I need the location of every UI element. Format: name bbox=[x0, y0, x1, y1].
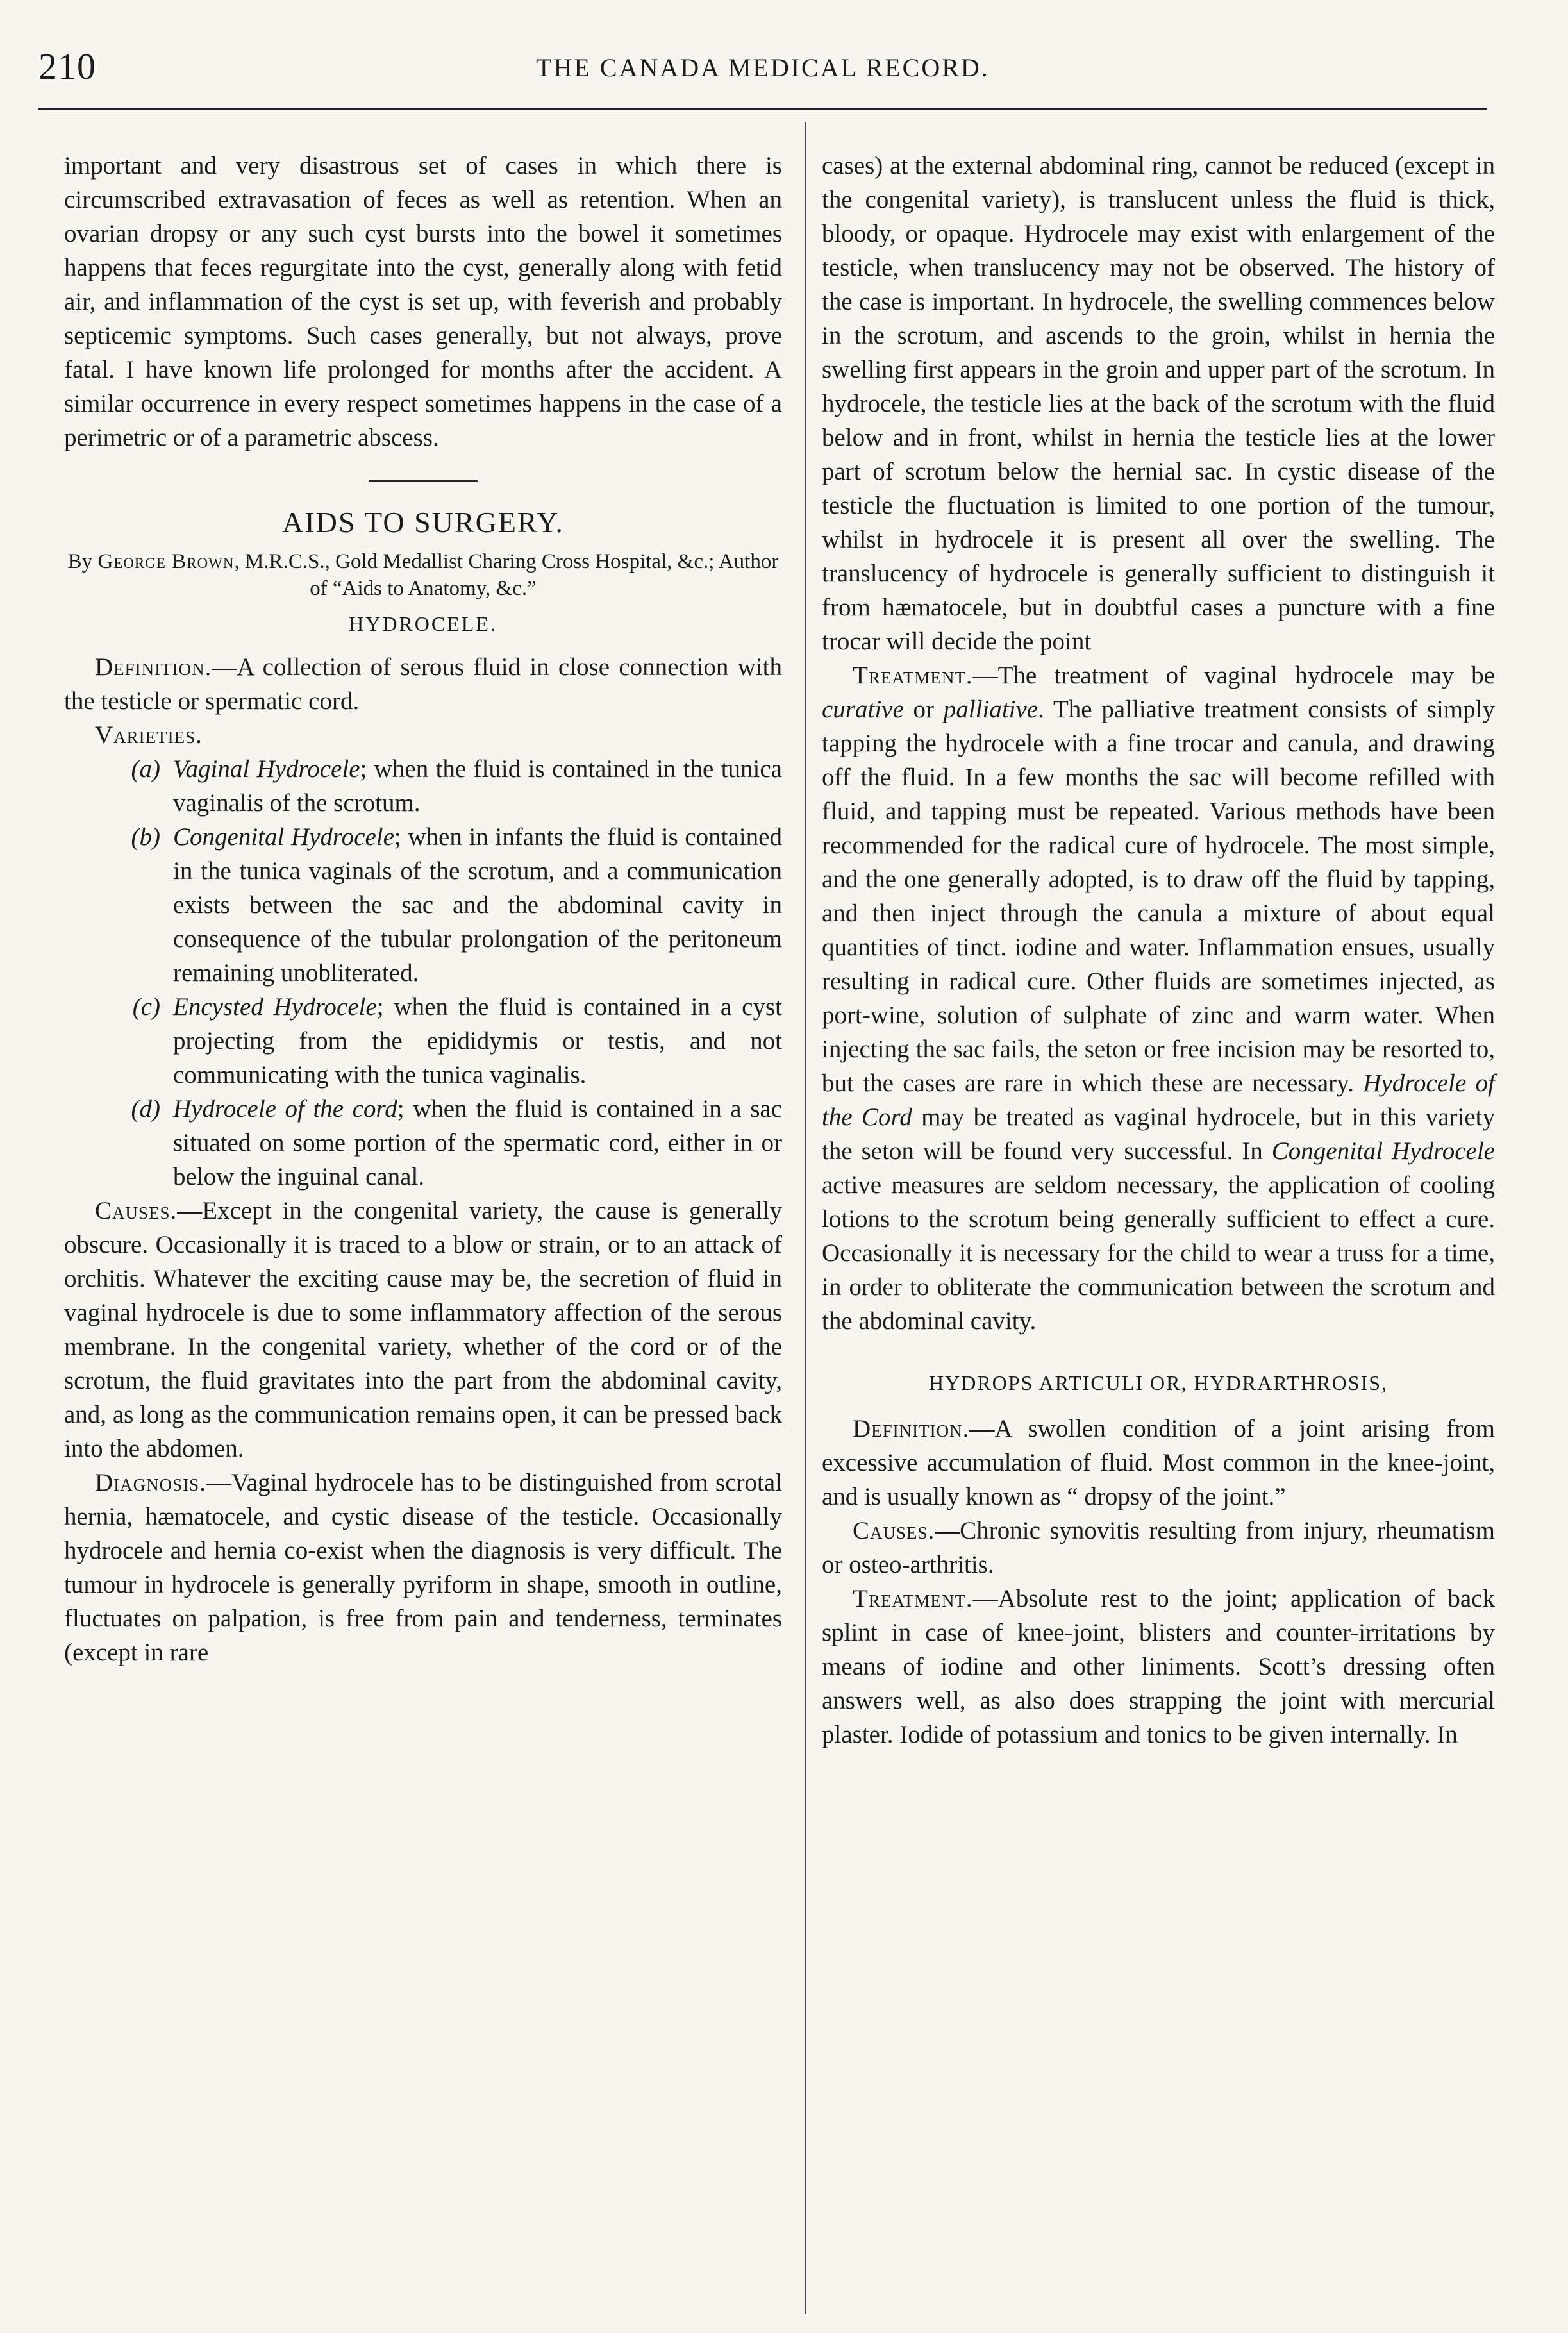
hydrocele-of-cord-term: Hydrocele of the Cord bbox=[822, 1069, 1495, 1131]
definition-paragraph bbox=[64, 650, 782, 718]
diagnosis-label: Diagnosis. bbox=[95, 1469, 206, 1496]
variety-item bbox=[64, 820, 782, 990]
continuation-paragraph: important and very disastrous set of cases in which there is circumscribed extravasation of feces as well as retention. When an ovarian dropsy or any such cyst bursts into the bowel it sometimes happens that feces regurgitate into the cyst, generally along with fetid air, and inflammation of the cyst is set up, with feverish and probably septicemic symptoms. Such cases generally, but not always, prove fatal. I have known life prolonged for months after the accident. A similar occurrence in every respect sometimes happens in the case of a perimetric or of a parametric abscess. bbox=[64, 152, 782, 451]
treatment-text: active measures are seldom necessary, the application of cooling lotions to the scrotum being generally sufficient to effect a cure. Occasionally it is necessary for the child to wear a truss for a time, in order to obliterate the communication between the scrotum and the abdominal cavity. bbox=[822, 1171, 1495, 1335]
right-column bbox=[822, 149, 1495, 1752]
treatment-paragraph bbox=[822, 658, 1495, 1338]
treatment-text: . The palliative treatment consists of simply tapping the hydrocele with a fine trocar and canula, and drawing off the fluid. In a few months the sac will become refilled with fluid, and tapping must be repeated. Various methods have been recommended for the radical cure of hydrocele. The most simple, and the one generally adopted, is to draw off the fluid by tapping, and then inject through the canula a mixture of about equal quantities of tinct. iodine and water. Inflammation ensues, usually resulting in radical cure. Other fluids are sometimes injected, as port-wine, solution of sulphate of zinc and warm water. When injecting the sac fails, the seton or free incision may be resorted to, but the cases are rare in which these are necessary. bbox=[822, 696, 1495, 1097]
causes-label: Causes. bbox=[95, 1197, 178, 1225]
causes-text: —Except in the congenital variety, the cause is generally obscure. Occasionally it is traced to a blow or strain, or to an attack of orchitis. Whatever the exciting cause may be, the secretion of fluid in vaginal hydrocele is due to some inflammatory affection of the serous membrane. In the congenital variety, whether of the cord or of the scrotum, the fluid gravitates into the part from the abdominal cavity, and, as long as the communication remains open, it can be pressed back into the abdomen. bbox=[64, 1197, 782, 1462]
byline-credentials: , M.R.C.S., Gold Medallist Charing Cross Hospital, &c.; Author of “Aids to Anatomy, &c.” bbox=[234, 550, 779, 600]
causes2-label: Causes. bbox=[853, 1517, 935, 1544]
header-rule bbox=[38, 108, 1487, 110]
causes2-text: —Chronic synovitis resulting from injury, rheumatism or osteo-arthritis. bbox=[822, 1517, 1495, 1578]
diagnosis-paragraph bbox=[64, 1466, 782, 1669]
definition2-label: Definition. bbox=[853, 1415, 970, 1442]
variety-item bbox=[64, 752, 782, 820]
variety-name: Hydrocele of the cord bbox=[173, 1095, 397, 1123]
article-separator bbox=[369, 480, 478, 482]
section-title-hydrocele: HYDROCELE. bbox=[349, 612, 497, 635]
varieties-heading bbox=[64, 718, 782, 752]
diagnosis-text: —Vaginal hydrocele has to be distinguished from scrotal hernia, hæmatocele, and cystic disease of the testicle. Occasionally hydrocele and hernia co-exist when the diagnosis is very difficult. The tumour in hydrocele is generally pyriform in shape, smooth in outline, fluctuates on palpation, is free from pain and tenderness, terminates (except in rare bbox=[64, 1469, 782, 1666]
variety-label: (b) bbox=[131, 823, 160, 851]
variety-name: Congenital Hydrocele bbox=[173, 823, 394, 851]
variety-body bbox=[173, 990, 782, 1092]
diagnosis-continuation: cases) at the external abdominal ring, cannot be reduced (except in the congenital variety), is translucent unless the fluid is thick, bloody, or opaque. Hydrocele may exist with enlargement of the testicle, when translucency may not be observed. The history of the case is important. In hydrocele, the swelling commences below in the scrotum, and ascends to the groin, whilst in hernia the swelling first appears in the groin and upper part of the scrotum. In hydrocele, the testicle lies at the back of the scrotum with the fluid below and in front, whilst in hernia the testicle lies at the lower part of scrotum below the hernial sac. In cystic disease of the testicle the fluctuation is limited to one portion of the tumour, whilst in hydrocele it is present all over the swelling. The translucency of hydrocele is generally sufficient to distinguish it from hæmatocele, but in doubtful cases a puncture with a fine trocar will decide the point bbox=[822, 152, 1495, 655]
variety-label: (a) bbox=[131, 755, 160, 783]
page-header bbox=[38, 45, 1487, 103]
section-title-hydrarthrosis: HYDROPS ARTICULI OR, HYDRARTHROSIS, bbox=[928, 1371, 1388, 1394]
article-title: AIDS TO SURGERY. bbox=[282, 506, 564, 539]
definition2-text: —A swollen condition of a joint arising from excessive accumulation of fluid. Most common in the knee-joint, and is usually known as “ dropsy of the joint.” bbox=[822, 1415, 1495, 1510]
variety-body bbox=[173, 820, 782, 990]
variety-item bbox=[64, 1092, 782, 1194]
causes-paragraph bbox=[64, 1194, 782, 1466]
definition2-paragraph bbox=[822, 1412, 1495, 1514]
congenital-hydrocele-term: Congenital Hydrocele bbox=[1271, 1137, 1495, 1165]
treatment-label: Treatment. bbox=[853, 662, 973, 689]
definition-label: Definition. bbox=[95, 653, 212, 681]
byline-prefix: By bbox=[67, 550, 98, 573]
variety-label: (d) bbox=[131, 1095, 160, 1123]
variety-name: Vaginal Hydrocele bbox=[173, 755, 360, 783]
varieties-label: Varieties. bbox=[95, 721, 203, 749]
variety-item bbox=[64, 990, 782, 1092]
page-number: 210 bbox=[38, 46, 96, 87]
variety-name: Encysted Hydrocele bbox=[173, 993, 377, 1021]
variety-body bbox=[173, 1092, 782, 1194]
definition-text: —A collection of serous fluid in close connection with the testicle or spermatic cord. bbox=[64, 653, 782, 715]
variety-text: ; when in infants the fluid is contained in the tunica vaginals of the scrotum, and a communication exists between the sac and the abdominal cavity in consequence of the tubular prolongation of the peritoneum remaining unobliterated. bbox=[173, 823, 782, 987]
treatment2-paragraph bbox=[822, 1582, 1495, 1752]
variety-text: ; when the fluid is contained in a sac situated on some portion of the spermatic cord, either in or below the inguinal canal. bbox=[173, 1095, 782, 1191]
causes2-paragraph bbox=[822, 1514, 1495, 1582]
byline bbox=[64, 548, 782, 602]
left-column bbox=[64, 149, 782, 1669]
palliative-term: palliative bbox=[943, 696, 1038, 723]
variety-text: ; when the fluid is contained in the tunica vaginalis of the scrotum. bbox=[173, 755, 782, 817]
variety-label: (c) bbox=[132, 993, 160, 1021]
curative-term: curative bbox=[822, 696, 904, 723]
treatment-text: —The treatment of vaginal hydrocele may be bbox=[972, 662, 1495, 689]
treatment-text: may be treated as vaginal hydrocele, but in this variety the seton will be found very successful. In bbox=[822, 1103, 1496, 1165]
running-title: THE CANADA MEDICAL RECORD. bbox=[536, 53, 990, 82]
treatment2-text: —Absolute rest to the joint; application of back splint in case of knee-joint, blisters and counter-irritations by means of iodine and other liniments. Scott’s dressing often answers well, as also does strapping the joint with mercurial plaster. Iodide of potassium and tonics to be given internally. In bbox=[822, 1585, 1495, 1748]
variety-body bbox=[173, 752, 782, 820]
treatment-or: or bbox=[903, 696, 944, 723]
author-name: George Brown bbox=[97, 550, 235, 573]
variety-text: ; when the fluid is contained in a cyst projecting from the epididymis or testis, and not communicating with the tunica vaginalis. bbox=[173, 993, 782, 1089]
column-divider bbox=[805, 122, 806, 2314]
treatment2-label: Treatment. bbox=[853, 1585, 973, 1612]
